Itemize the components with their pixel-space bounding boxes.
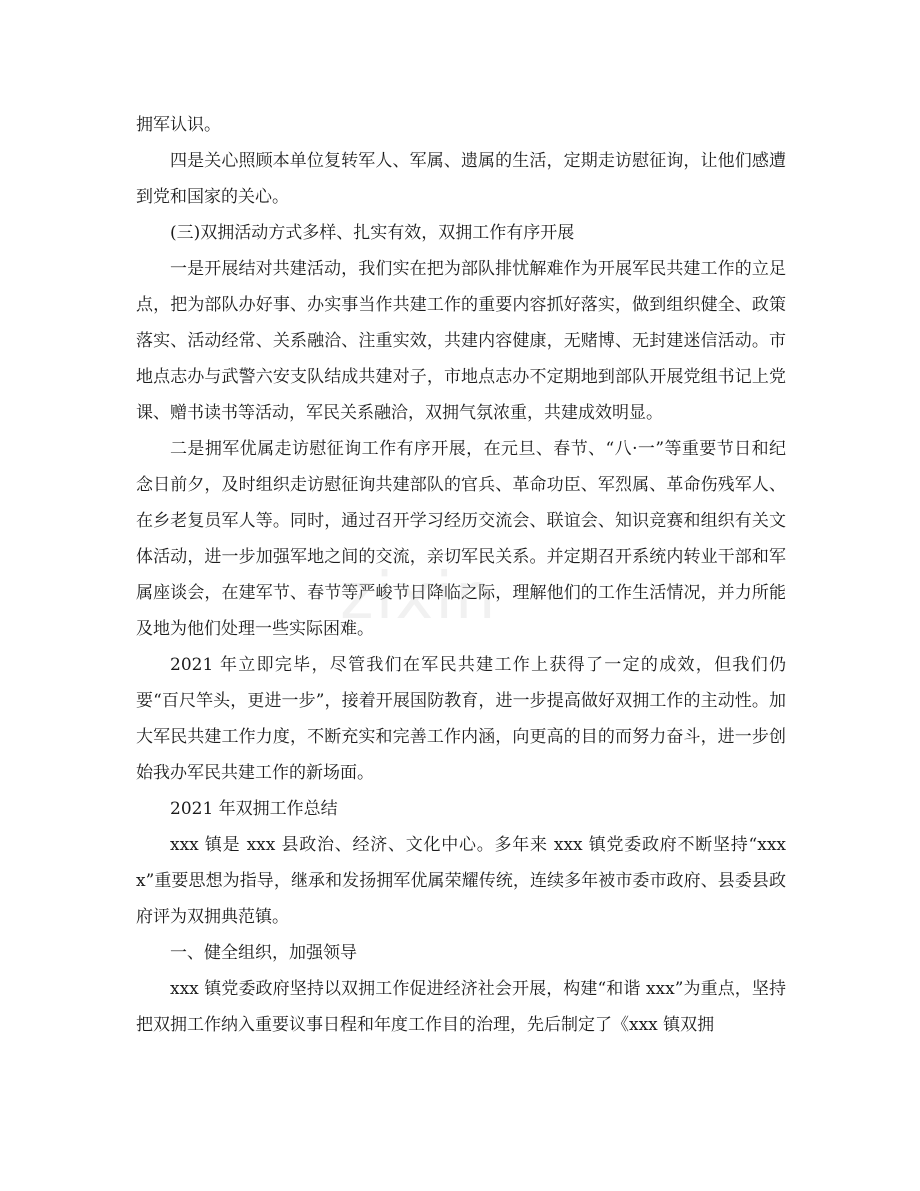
- watermark-text: zixin: [340, 560, 498, 634]
- paragraph-1: 拥军认识。: [136, 115, 221, 135]
- document-page: [136, 107, 786, 1043]
- document-title: 2021 年双拥工作总结: [170, 799, 338, 819]
- paragraph-2: 四是关心照顾本单位复转军人、军属、遗属的生活，定期走访慰征询，让他们感遭到党和国家的关心。: [136, 151, 786, 207]
- paragraph-5: 二是拥军优属走访慰征询工作有序开展，在元旦、春节、“八·一”等重要节日和纪念日前夕，及时组织走访慰征询共建部队的官兵、革命功臣、军烈属、革命伤残军人、在乡老复员军人等。同时，通过召开学习经历交流会、联谊会、知识竞赛和组织有关文体活动，进一步加强军地之间的交流，亲切军民关系。并定期召开系统内转业干部和军属座谈会，在建军节、春节等严峻节日降临之际，理解他们的工作生活情况，并力所能及地为他们处理一些实际困难。: [136, 439, 786, 639]
- paragraph-8: xxx 镇是 xxx 县政治、经济、文化中心。多年来 xxx 镇党委政府不断坚持“xxxx”重要思想为指导，继承和发扬拥军优属荣耀传统，连续多年被市委市政府、县委县政府评为双拥典范镇。: [136, 835, 786, 927]
- paragraph-6: 2021 年立即完毕，尽管我们在军民共建工作上获得了一定的成效，但我们仍要“百尺竿头，更进一步”，接着开展国防教育，进一步提高做好双拥工作的主动性。加大军民共建工作力度，不断充实和完善工作内涵，向更高的目的而努力奋斗，进一步创始我办军民共建工作的新场面。: [136, 655, 786, 783]
- paragraph-4: 一是开展结对共建活动，我们实在把为部队排忧解难作为开展军民共建工作的立足点，把为部队办好事、办实事当作共建工作的重要内容抓好落实，做到组织健全、政策落实、活动经常、关系融洽、注重实效，共建内容健康，无赌博、无封建迷信活动。市地点志办与武警六安支队结成共建对子，市地点志办不定期地到部队开展党组书记上党课、赠书读书等活动，军民关系融洽，双拥气氛浓重，共建成效明显。: [136, 259, 786, 423]
- section-heading-3: (三)双拥活动方式多样、扎实有效，双拥工作有序开展: [170, 223, 575, 243]
- section-heading-1: 一、健全组织，加强领导: [170, 943, 357, 963]
- paragraph-10: xxx 镇党委政府坚持以双拥工作促进经济社会开展，构建“和谐 xxx”为重点，坚持把双拥工作纳入重要议事日程和年度工作目的治理，先后制定了《xxx 镇双拥: [136, 979, 786, 1035]
